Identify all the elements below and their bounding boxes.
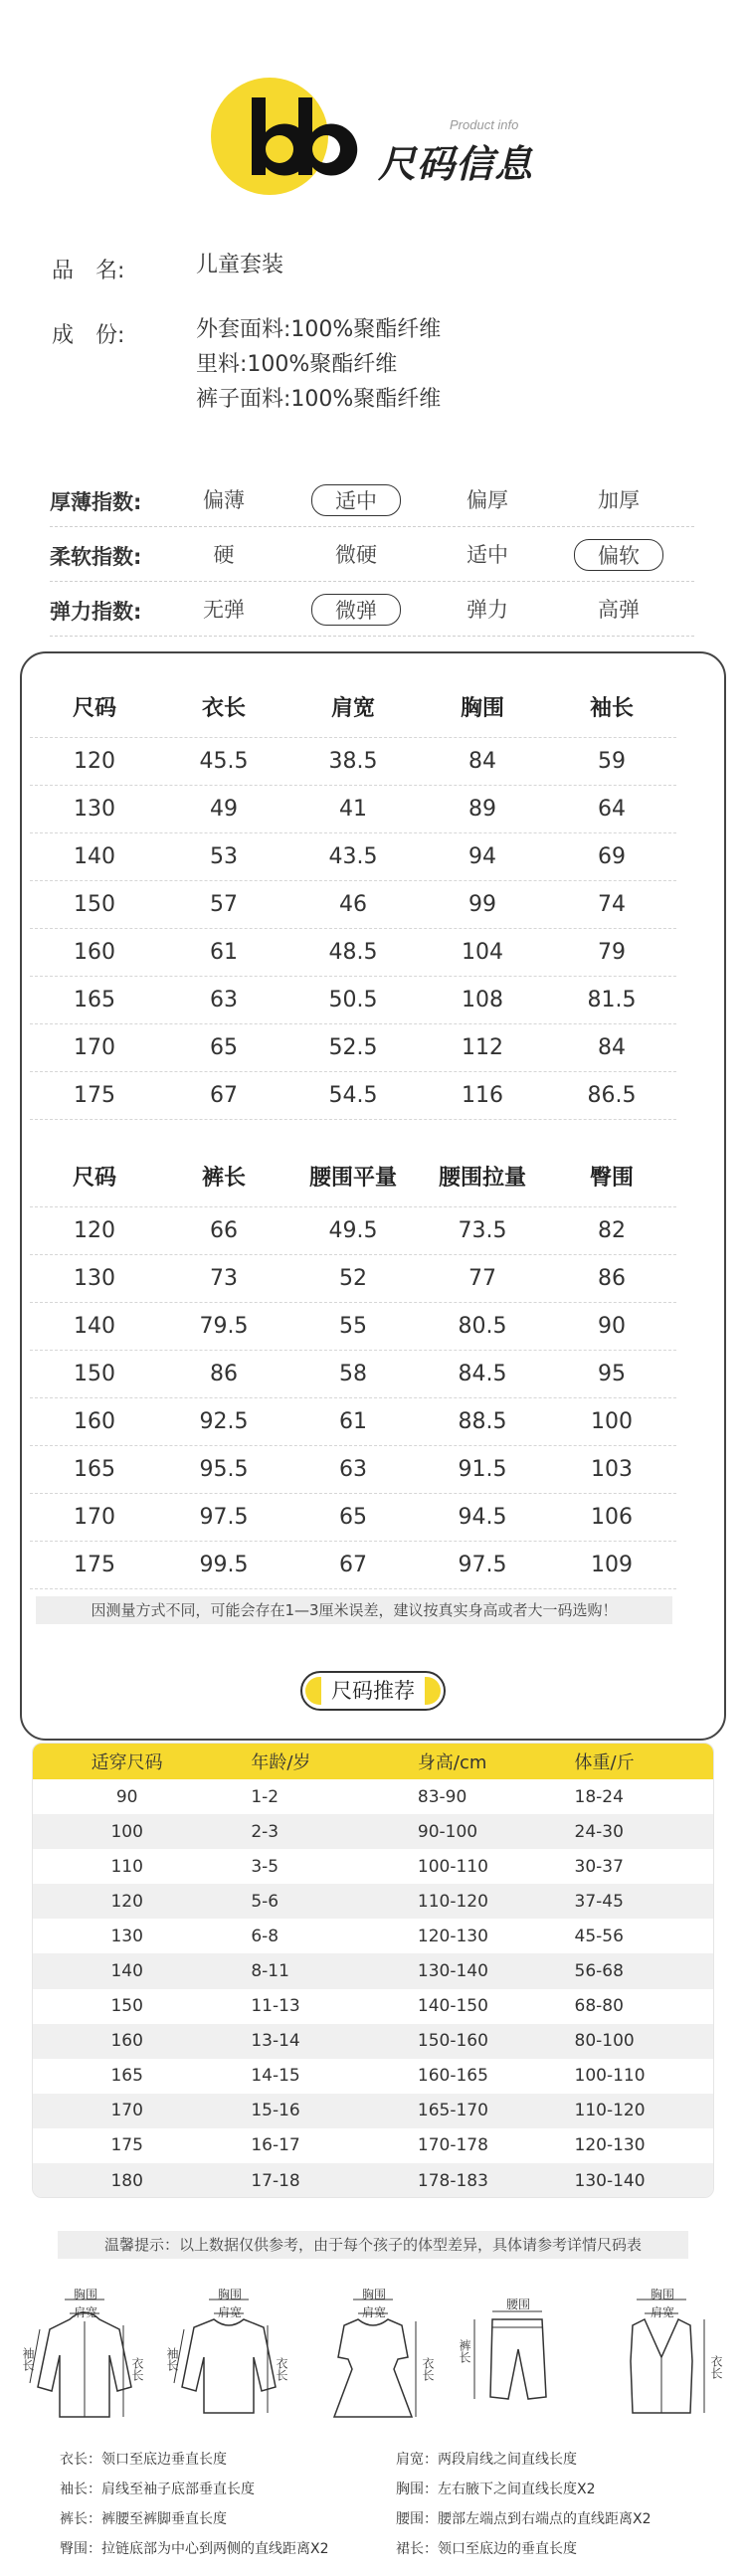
index-option-selected: 微弹 <box>311 594 401 626</box>
table-cell: 180 <box>110 2170 143 2191</box>
shoulder-label: 肩宽 <box>362 2305 387 2319</box>
table-cell: 83-90 <box>417 1786 467 1807</box>
table-row <box>33 1919 713 1953</box>
table-cell: 110-120 <box>417 1891 488 1912</box>
table-cell: 65 <box>339 1505 367 1530</box>
table-cell: 160-165 <box>417 2066 488 2087</box>
page-title: 尺码信息 <box>378 142 534 186</box>
recommend-header-row <box>33 1744 713 1779</box>
table-row <box>33 2128 713 2163</box>
table-cell: 90 <box>115 1786 138 1807</box>
table-cell: 100-110 <box>417 1856 488 1877</box>
table-cell: 41 <box>339 797 367 822</box>
table-row <box>30 881 676 929</box>
table-header: 胸围 <box>460 696 504 721</box>
table-header: 尺码 <box>72 696 116 721</box>
table-header: 肩宽 <box>330 696 375 721</box>
table-cell: 67 <box>210 1083 238 1108</box>
jacket-diagram <box>20 2278 149 2447</box>
table-cell: 91.5 <box>458 1457 507 1482</box>
table-cell: 84 <box>468 749 496 774</box>
table-cell: 103 <box>591 1457 633 1482</box>
table-cell: 80.5 <box>458 1314 507 1339</box>
recommend-header: 身高/cm <box>417 1752 487 1773</box>
index-option: 偏薄 <box>203 488 245 512</box>
table-header: 尺码 <box>72 1166 116 1191</box>
table-cell: 86 <box>210 1362 238 1386</box>
table-row <box>33 2094 713 2128</box>
table-cell: 24-30 <box>574 1821 624 1842</box>
table-cell: 86.5 <box>587 1083 637 1108</box>
table-cell: 170 <box>74 1035 115 1060</box>
length-label: 衣长 <box>275 2357 288 2381</box>
legend-item: 裙长：领口至底边的垂直长度 <box>396 2541 577 2557</box>
table-row <box>30 1303 676 1351</box>
table-row <box>30 1494 676 1542</box>
table-cell: 54.5 <box>328 1083 378 1108</box>
table-cell: 130 <box>74 1266 115 1291</box>
table-cell: 165 <box>74 1457 115 1482</box>
table-cell: 66 <box>210 1218 238 1243</box>
product-name-label: 品 名: <box>52 259 125 283</box>
table-cell: 140 <box>110 1961 143 1982</box>
table-row <box>33 1849 713 1884</box>
table-cell: 49 <box>210 797 238 822</box>
table-cell: 160 <box>74 1409 115 1434</box>
garment-diagrams <box>20 2278 726 2447</box>
table-cell: 130-140 <box>574 2170 646 2191</box>
table-cell: 17-18 <box>251 2170 300 2191</box>
table-cell: 175 <box>110 2135 143 2156</box>
table-cell: 56-68 <box>574 1961 624 1982</box>
table-row <box>30 1255 676 1303</box>
table-cell: 69 <box>598 844 626 869</box>
table-cell: 64 <box>598 797 626 822</box>
table-cell: 49.5 <box>328 1218 378 1243</box>
table-row <box>30 738 676 786</box>
table-cell: 110-120 <box>574 2101 646 2121</box>
table-cell: 3-5 <box>251 1856 280 1877</box>
table-cell: 150-160 <box>417 2031 488 2052</box>
table-header: 臀围 <box>589 1166 634 1191</box>
table-cell: 58 <box>339 1362 367 1386</box>
index-label: 柔软指数: <box>50 545 142 569</box>
table-cell: 120 <box>74 749 115 774</box>
index-label: 弹力指数: <box>50 600 142 624</box>
table-cell: 106 <box>591 1505 633 1530</box>
table-header: 腰围平量 <box>308 1166 397 1191</box>
table-cell: 100 <box>110 1821 143 1842</box>
table-cell: 48.5 <box>328 940 378 965</box>
table-cell: 130 <box>74 797 115 822</box>
table-cell: 63 <box>210 988 238 1012</box>
table-cell: 90 <box>598 1314 626 1339</box>
table-cell: 15-16 <box>251 2101 300 2121</box>
recommend-header: 适穿尺码 <box>91 1752 163 1773</box>
index-option-selected: 适中 <box>311 484 401 516</box>
shoulder-label: 肩宽 <box>74 2305 98 2319</box>
table-cell: 59 <box>598 749 626 774</box>
table-cell: 38.5 <box>328 749 378 774</box>
table-cell: 120-130 <box>574 2135 646 2156</box>
title-accent-left <box>305 1677 321 1705</box>
vest-diagram <box>597 2278 726 2447</box>
table-row <box>30 1542 676 1589</box>
table-cell: 92.5 <box>199 1409 249 1434</box>
index-option: 高弹 <box>598 598 640 622</box>
table-cell: 160 <box>74 940 115 965</box>
recommend-title-text: 尺码推荐 <box>331 1679 415 1703</box>
chest-label: 胸围 <box>74 2288 98 2301</box>
table-cell: 61 <box>210 940 238 965</box>
table-cell: 84 <box>598 1035 626 1060</box>
table-cell: 120 <box>74 1218 115 1243</box>
measure-note: 因测量方式不同，可能会存在1—3厘米误差，建议按真实身高或者大一码选购！ <box>36 1596 672 1624</box>
thickness-index-row <box>50 472 694 527</box>
table-cell: 99.5 <box>199 1553 249 1577</box>
table-row <box>33 1814 713 1849</box>
table-cell: 97.5 <box>458 1553 507 1577</box>
legend-item: 衣长：领口至底边垂直长度 <box>60 2452 227 2468</box>
table-cell: 63 <box>339 1457 367 1482</box>
table-cell: 61 <box>339 1409 367 1434</box>
table-cell: 109 <box>591 1553 633 1577</box>
pants-length-label: 裤长 <box>458 2339 471 2363</box>
pants-diagram <box>453 2278 582 2447</box>
table-cell: 6-8 <box>251 1926 280 1946</box>
table-header: 衣长 <box>201 696 246 721</box>
table-header: 腰围拉量 <box>438 1166 526 1191</box>
chest-label: 胸围 <box>362 2288 387 2301</box>
table-row <box>33 1989 713 2024</box>
chest-label: 胸围 <box>218 2288 243 2301</box>
table-row <box>30 977 676 1024</box>
legend-item: 裤长：裤腰至裤脚垂直长度 <box>60 2511 227 2527</box>
index-option: 弹力 <box>466 598 508 622</box>
table-cell: 55 <box>339 1314 367 1339</box>
table-cell: 74 <box>598 892 626 917</box>
product-material-label: 成 份: <box>52 323 125 348</box>
legend-item: 袖长：肩线至袖子底部垂直长度 <box>60 2482 255 2497</box>
table-cell: 37-45 <box>574 1891 624 1912</box>
table-cell: 160 <box>110 2031 143 2052</box>
table-cell: 90-100 <box>417 1821 478 1842</box>
legend-item: 腰围：腰部左端点到右端点的直线距离X2 <box>396 2511 652 2527</box>
table-cell: 165 <box>74 988 115 1012</box>
table-cell: 46 <box>339 892 367 917</box>
table-cell: 170 <box>74 1505 115 1530</box>
table-row <box>30 1024 676 1072</box>
material-line: 裤子面料:100%聚酯纤维 <box>196 387 442 412</box>
table-cell: 165 <box>110 2066 143 2087</box>
table-row <box>30 786 676 833</box>
table-cell: 170 <box>110 2101 143 2121</box>
table-cell: 165-170 <box>417 2101 488 2121</box>
recommend-title <box>300 1671 446 1711</box>
table-row <box>30 833 676 881</box>
table-header-row <box>30 1146 676 1207</box>
index-option: 加厚 <box>598 488 640 512</box>
logo-bb-icon <box>244 88 373 187</box>
table-cell: 80-100 <box>574 2031 635 2052</box>
table-row <box>33 1884 713 1919</box>
table-cell: 112 <box>462 1035 503 1060</box>
table-cell: 68-80 <box>574 1996 624 2017</box>
recommend-header: 体重/斤 <box>574 1752 635 1773</box>
elasticity-index-row <box>50 582 694 637</box>
index-option: 无弹 <box>203 598 245 622</box>
table-cell: 100-110 <box>574 2066 646 2087</box>
legend-item: 胸围：左右腋下之间直线长度X2 <box>396 2482 596 2497</box>
table-cell: 16-17 <box>251 2135 300 2156</box>
table-cell: 52 <box>339 1266 367 1291</box>
table-cell: 65 <box>210 1035 238 1060</box>
table-row <box>33 2163 713 2198</box>
table-cell: 150 <box>110 1996 143 2017</box>
table-cell: 30-37 <box>574 1856 624 1877</box>
table-cell: 170-178 <box>417 2135 488 2156</box>
material-line: 里料:100%聚酯纤维 <box>196 352 398 377</box>
header <box>0 0 746 229</box>
chest-label: 胸围 <box>651 2288 675 2301</box>
table-cell: 120-130 <box>417 1926 488 1946</box>
table-cell: 110 <box>110 1856 143 1877</box>
table-cell: 84.5 <box>458 1362 507 1386</box>
table-cell: 104 <box>462 940 503 965</box>
shoulder-label: 肩宽 <box>651 2305 675 2319</box>
table-cell: 79.5 <box>199 1314 249 1339</box>
index-option: 微硬 <box>335 543 377 567</box>
table-cell: 99 <box>468 892 496 917</box>
material-line: 外套面料:100%聚酯纤维 <box>196 317 442 342</box>
table-cell: 79 <box>598 940 626 965</box>
table-cell: 140-150 <box>417 1996 488 2017</box>
table-header: 裤长 <box>201 1166 246 1191</box>
table-cell: 45-56 <box>574 1926 624 1946</box>
table-cell: 81.5 <box>587 988 637 1012</box>
table-cell: 140 <box>74 1314 115 1339</box>
table-cell: 120 <box>110 1891 143 1912</box>
table-cell: 95.5 <box>199 1457 249 1482</box>
index-option: 硬 <box>213 543 235 567</box>
table-row <box>30 1351 676 1398</box>
legend-item: 肩宽：两段肩线之间直线长度 <box>396 2452 577 2468</box>
table-cell: 77 <box>468 1266 496 1291</box>
table-cell: 94 <box>468 844 496 869</box>
table-cell: 18-24 <box>574 1786 624 1807</box>
index-label: 厚薄指数: <box>50 490 142 514</box>
recommend-table <box>32 1743 714 2198</box>
table-cell: 130-140 <box>417 1961 488 1982</box>
table-cell: 67 <box>339 1553 367 1577</box>
index-option: 偏厚 <box>466 488 508 512</box>
table-cell: 50.5 <box>328 988 378 1012</box>
pants-size-table <box>30 1146 676 1589</box>
table-cell: 116 <box>462 1083 503 1108</box>
table-row <box>33 2059 713 2094</box>
table-row <box>33 1953 713 1988</box>
table-cell: 2-3 <box>251 1821 280 1842</box>
dress-diagram <box>308 2278 438 2447</box>
table-cell: 150 <box>74 1362 115 1386</box>
sweater-diagram <box>164 2278 293 2447</box>
sleeve-label: 袖长 <box>165 2347 179 2371</box>
table-cell: 57 <box>210 892 238 917</box>
table-cell: 8-11 <box>251 1961 289 1982</box>
waist-label: 腰围 <box>506 2298 531 2311</box>
table-row <box>30 1446 676 1494</box>
table-header-row <box>30 676 676 738</box>
header-subtitle: Product info <box>450 117 519 132</box>
table-cell: 97.5 <box>199 1505 249 1530</box>
table-cell: 89 <box>468 797 496 822</box>
table-cell: 5-6 <box>251 1891 280 1912</box>
table-cell: 150 <box>74 892 115 917</box>
length-label: 衣长 <box>709 2355 723 2379</box>
table-cell: 11-13 <box>251 1996 300 2017</box>
table-cell: 108 <box>462 988 503 1012</box>
table-cell: 53 <box>210 844 238 869</box>
tip-bar: 温馨提示：以上数据仅供参考，由于每个孩子的体型差异，具体请参考详情尺码表 <box>58 2231 688 2259</box>
table-cell: 175 <box>74 1553 115 1577</box>
sleeve-label: 袖长 <box>21 2347 35 2371</box>
table-cell: 82 <box>598 1218 626 1243</box>
legend-item: 臀围：拉链底部为中心到两侧的直线距离X2 <box>60 2541 329 2557</box>
table-row <box>30 1072 676 1120</box>
title-accent-right <box>425 1677 441 1705</box>
table-cell: 14-15 <box>251 2066 300 2087</box>
table-cell: 45.5 <box>199 749 249 774</box>
table-row <box>30 929 676 977</box>
product-name-value: 儿童套装 <box>196 253 284 277</box>
softness-index-row <box>50 527 694 582</box>
table-cell: 88.5 <box>458 1409 507 1434</box>
table-cell: 13-14 <box>251 2031 300 2052</box>
shoulder-label: 肩宽 <box>218 2305 243 2319</box>
table-header: 袖长 <box>589 696 634 721</box>
table-cell: 100 <box>591 1409 633 1434</box>
recommend-header: 年龄/岁 <box>251 1752 311 1773</box>
table-cell: 73 <box>210 1266 238 1291</box>
length-label: 衣长 <box>130 2357 144 2381</box>
table-row <box>30 1398 676 1446</box>
table-cell: 175 <box>74 1083 115 1108</box>
table-cell: 43.5 <box>328 844 378 869</box>
table-cell: 73.5 <box>458 1218 507 1243</box>
table-cell: 1-2 <box>251 1786 280 1807</box>
table-cell: 130 <box>110 1926 143 1946</box>
table-cell: 52.5 <box>328 1035 378 1060</box>
table-cell: 140 <box>74 844 115 869</box>
table-row <box>33 2024 713 2059</box>
table-cell: 95 <box>598 1362 626 1386</box>
table-cell: 178-183 <box>417 2170 488 2191</box>
top-size-table <box>30 676 676 1120</box>
length-label: 衣长 <box>421 2357 435 2381</box>
table-cell: 94.5 <box>458 1505 507 1530</box>
index-option: 适中 <box>466 543 508 567</box>
index-option-selected: 偏软 <box>574 539 663 571</box>
table-row <box>30 1207 676 1255</box>
table-cell: 86 <box>598 1266 626 1291</box>
table-row <box>33 1779 713 1814</box>
